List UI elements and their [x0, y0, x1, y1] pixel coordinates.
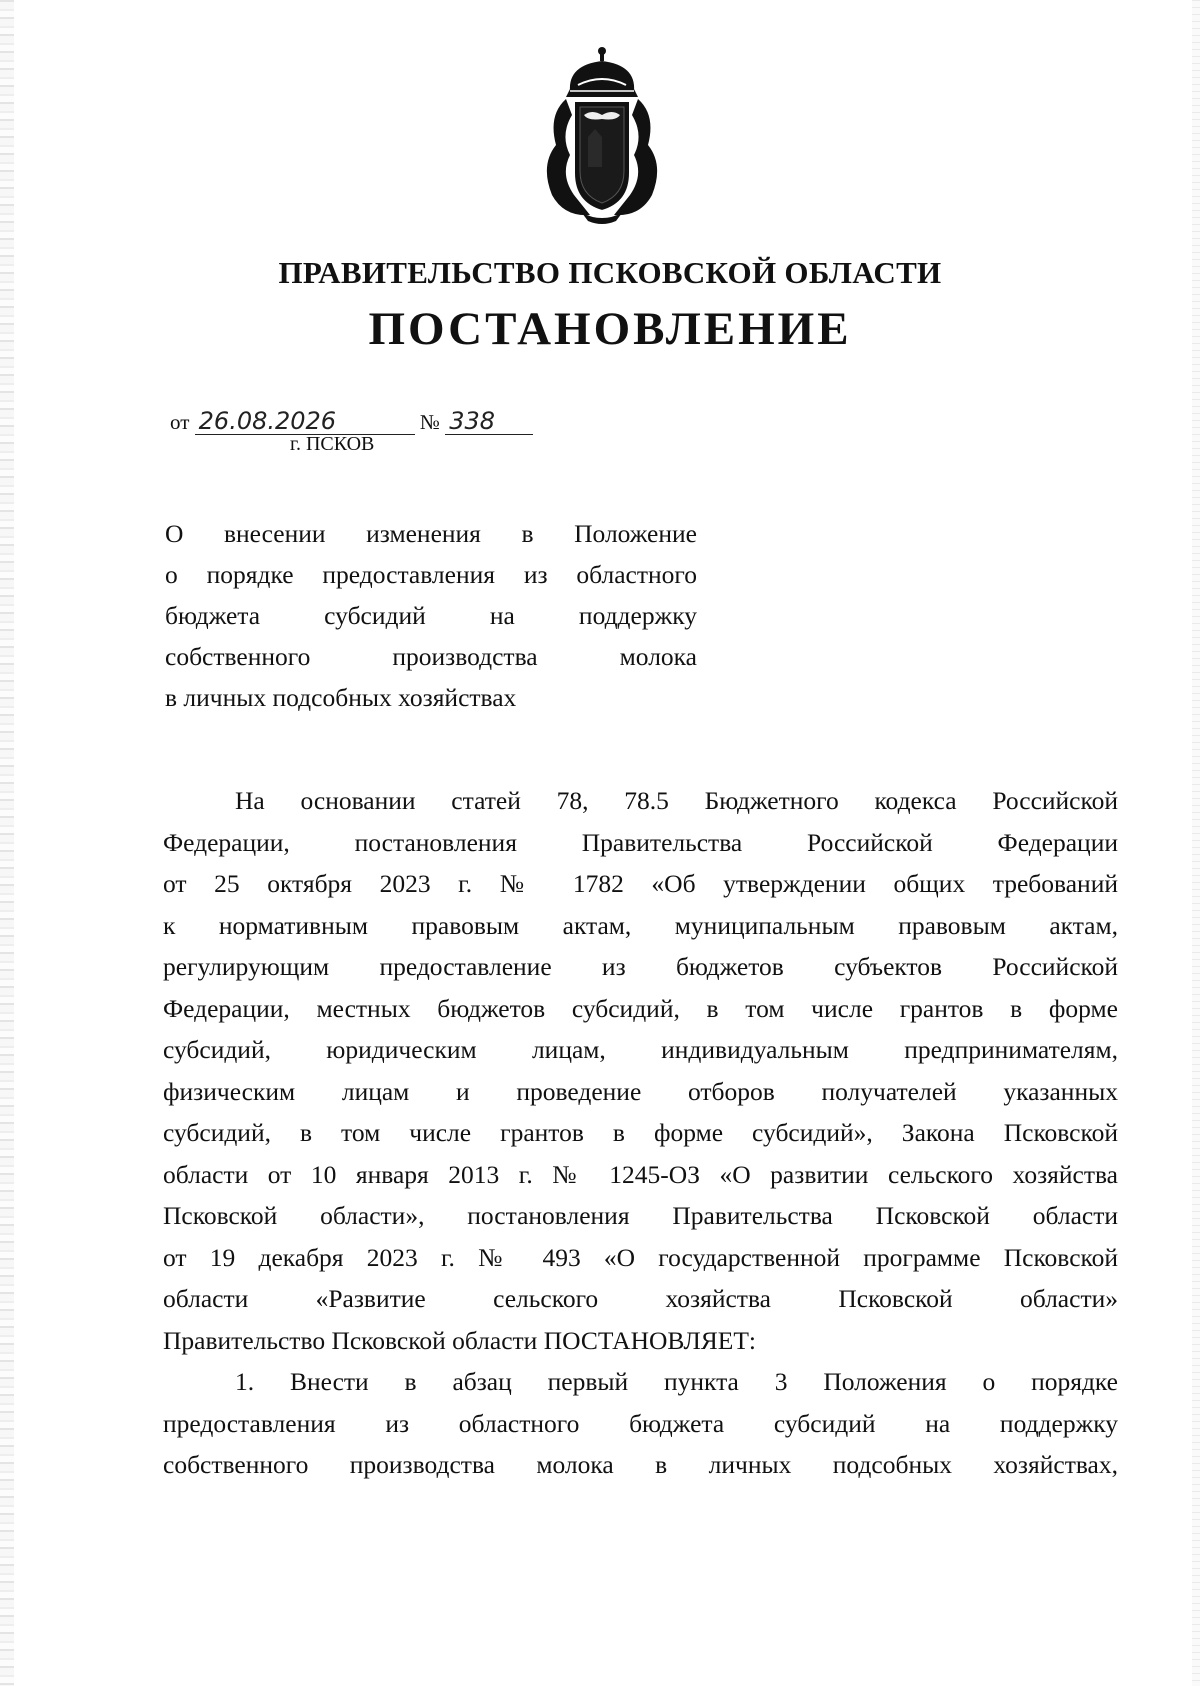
city-label: г. ПСКОВ: [290, 433, 375, 455]
document-type-title: ПОСТАНОВЛЕНИЕ: [368, 303, 852, 355]
handwritten-number: 338: [445, 408, 533, 435]
body-line: субсидий, юридическим лицам, индивидуальным предпринимателям,: [163, 1035, 1118, 1064]
date-prefix: от: [170, 410, 190, 434]
body-line: Псковской области», постановления Правительства Псковской области: [163, 1201, 1118, 1230]
body-line: предоставления из областного бюджета субсидий на поддержку: [163, 1408, 1118, 1438]
body-line: области от 10 января 2013 г. № 1245-ОЗ «О развитии сельского хозяйства: [163, 1159, 1118, 1189]
handwritten-date: 26.08.2026: [195, 408, 415, 435]
date-number-line: [170, 408, 533, 435]
body-line: физическим лицам и проведение отборов получателей указанных: [163, 1076, 1118, 1106]
body-line: Федерации, местных бюджетов субсидий, в том числе грантов в форме: [163, 993, 1118, 1023]
number-prefix: №: [419, 410, 440, 434]
body-line: Правительство Псковской области ПОСТАНОВЛЯЕТ:: [163, 1325, 756, 1355]
subject-line: О внесении изменения в Положение: [165, 519, 697, 548]
body-line: Федерации, постановления Правительства Российской Федерации: [163, 827, 1118, 857]
scan-edge-left: [0, 0, 14, 1686]
coat-of-arms-icon: [530, 45, 675, 225]
subject-line: бюджета субсидий на поддержку: [165, 601, 697, 630]
document-body: [163, 780, 1118, 1486]
body-line: к нормативным правовым актам, муниципальным правовым актам,: [163, 910, 1118, 940]
body-line: регулирующим предоставление из бюджетов субъектов Российской: [163, 952, 1118, 981]
scan-edge-right: [1192, 0, 1200, 1686]
subject-line: о порядке предоставления из областного: [165, 560, 697, 589]
subject-line: в личных подсобных хозяйствах: [165, 683, 517, 712]
organization-title: ПРАВИТЕЛЬСТВО ПСКОВСКОЙ ОБЛАСТИ: [278, 255, 942, 290]
body-line: от 19 декабря 2023 г. № 493 «О государственной программе Псковской: [163, 1242, 1118, 1272]
body-line: На основании статей 78, 78.5 Бюджетного кодекса Российской: [235, 786, 1118, 815]
document-subject: [165, 513, 697, 718]
body-line: от 25 октября 2023 г. № 1782 «Об утверждении общих требований: [163, 869, 1118, 898]
body-line: области «Развитие сельского хозяйства Псковской области»: [163, 1284, 1118, 1313]
body-line: 1. Внести в абзац первый пункта 3 Положения о порядке: [235, 1367, 1118, 1396]
subject-line: собственного производства молока: [165, 642, 697, 671]
body-line: субсидий, в том числе грантов в форме субсидий», Закона Псковской: [163, 1118, 1118, 1147]
body-line: собственного производства молока в личных подсобных хозяйствах,: [163, 1450, 1118, 1479]
